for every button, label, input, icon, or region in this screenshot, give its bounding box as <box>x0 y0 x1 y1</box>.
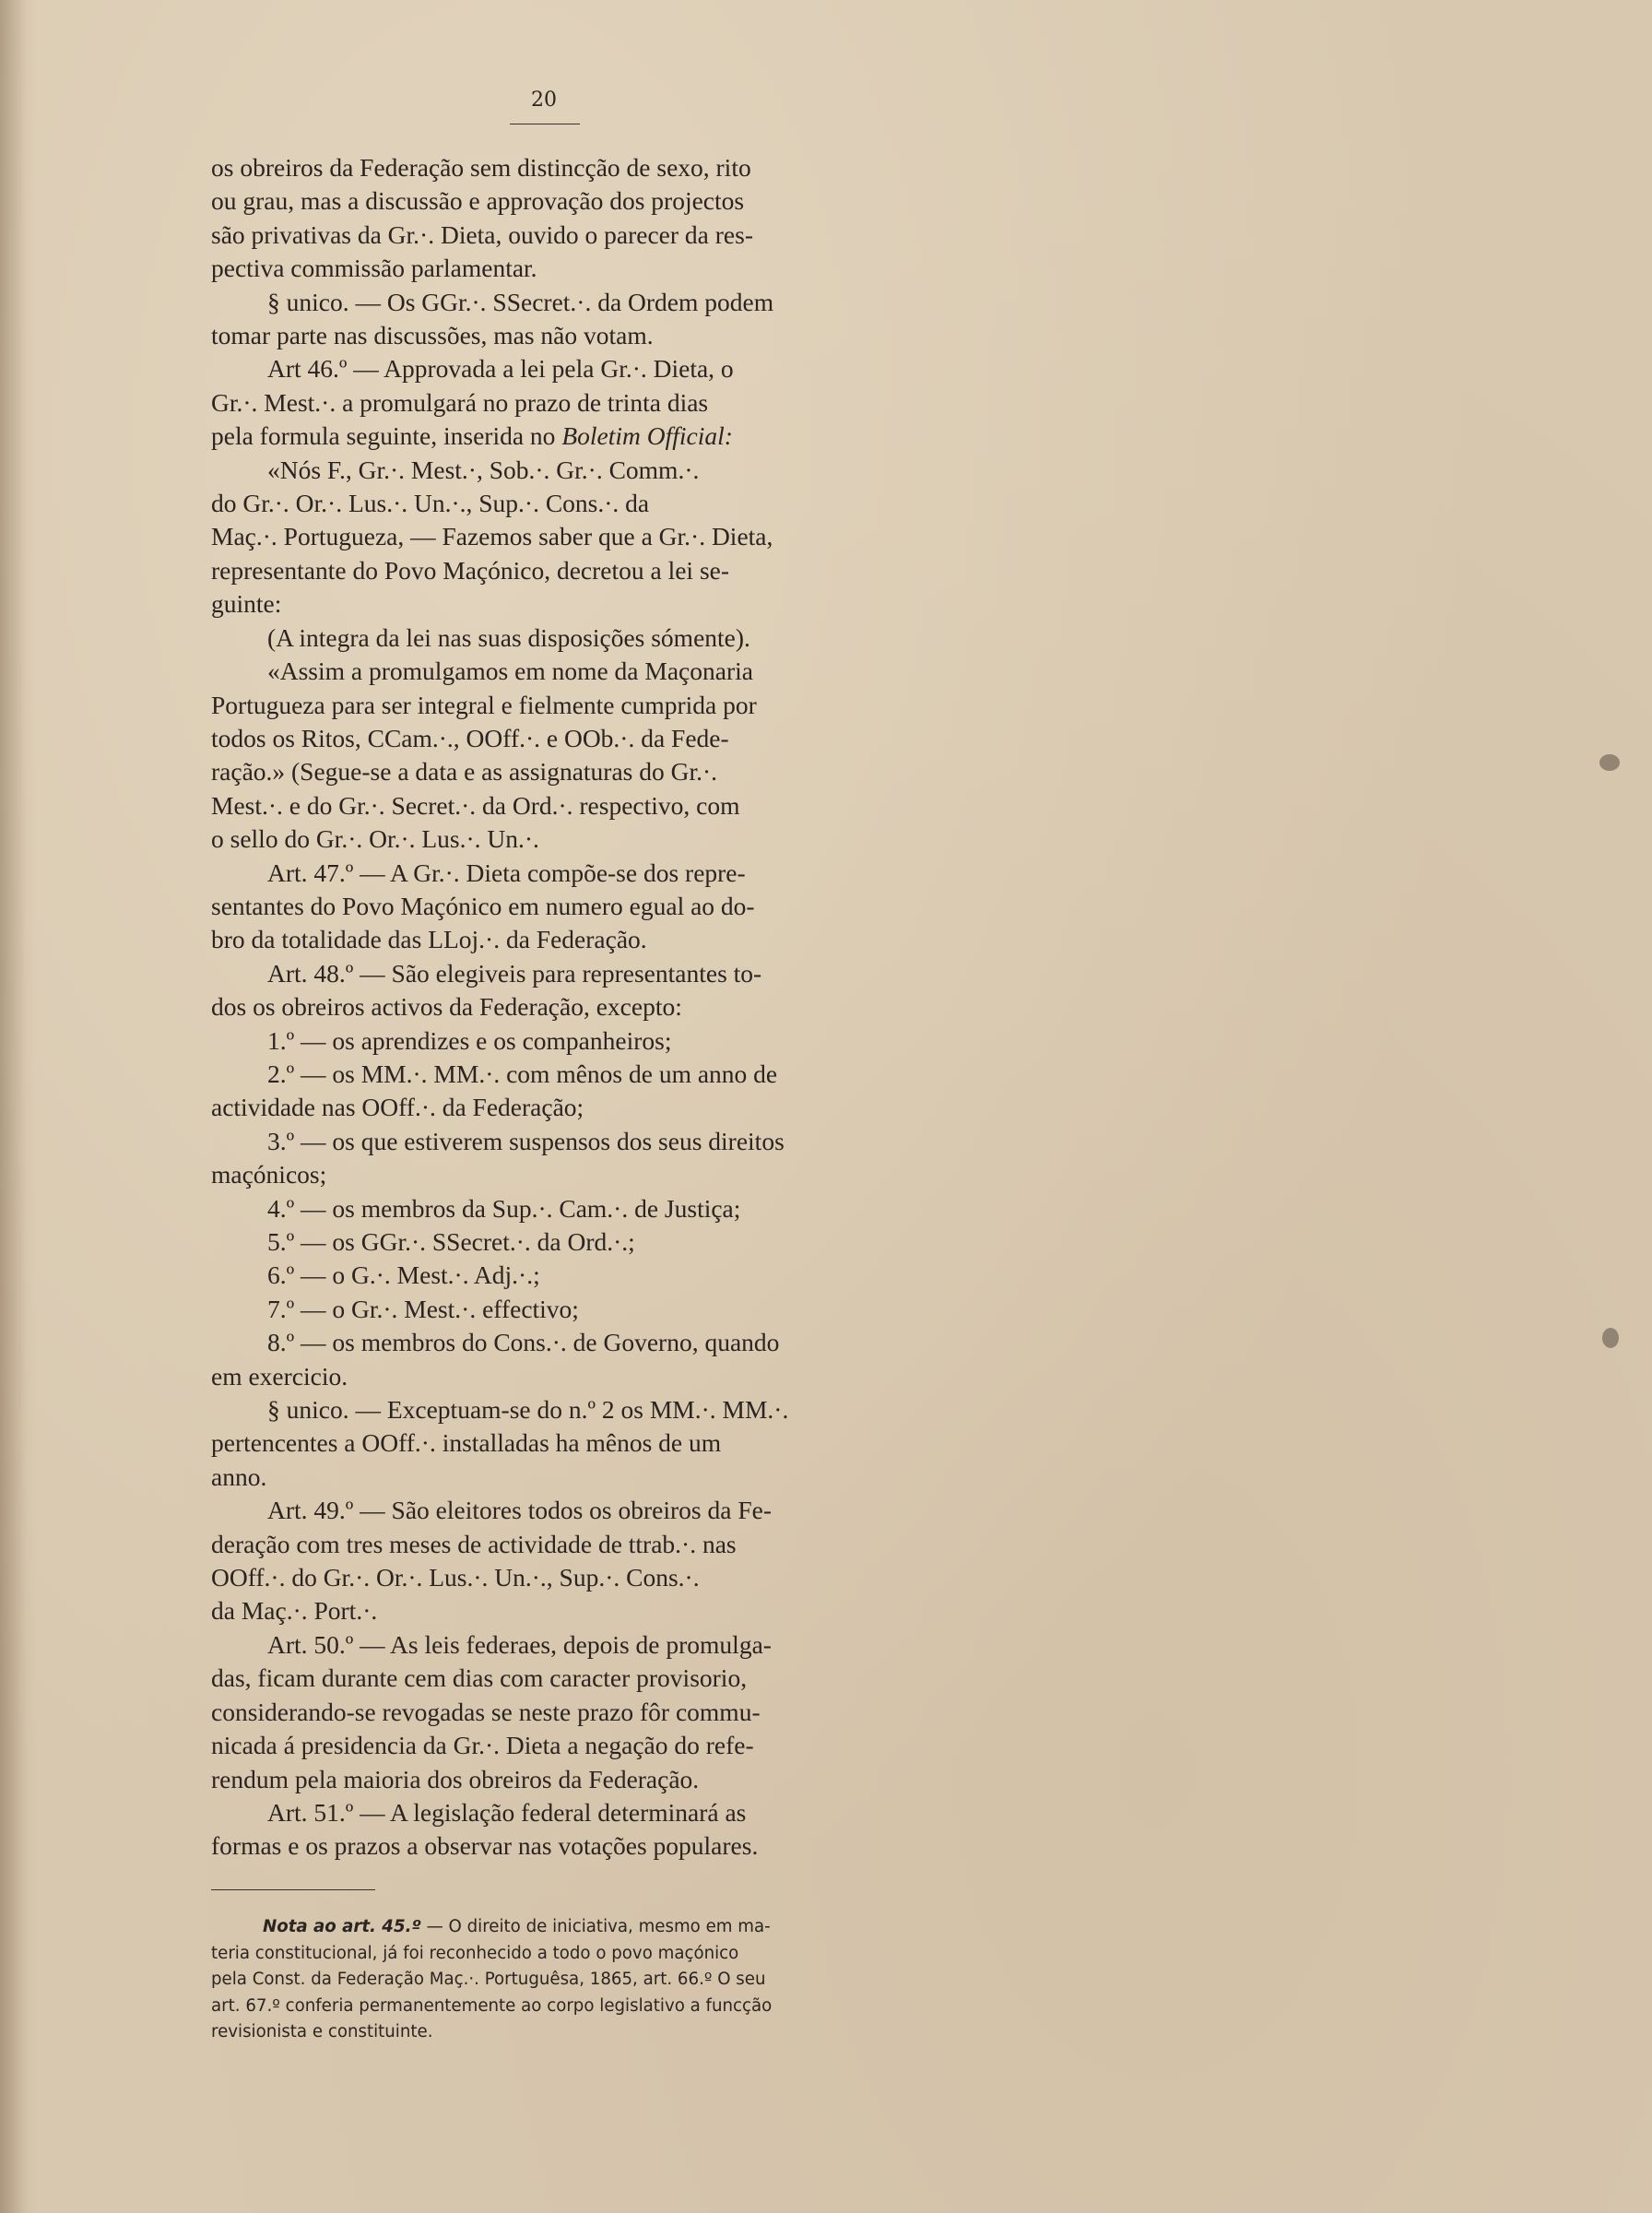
text-span: pela formula seguinte, inserida no <box>211 421 562 451</box>
text-line: ração.» (Segue-se a data e as assignaturas do Gr.·. <box>211 757 718 787</box>
text-line: pertencentes a OOff.·. installadas ha mênos de um <box>211 1428 722 1458</box>
text-line: actividade nas OOff.·. da Federação; <box>211 1093 584 1122</box>
text-line: Art. 48.º — São elegiveis para representantes to- <box>267 958 762 988</box>
text-line: Art. 51.º — A legislação federal determinará as <box>267 1797 747 1827</box>
text-line: 2.º — os MM.·. MM.·. com mênos de um anno de <box>267 1059 778 1088</box>
text-line: pectiva commissão parlamentar. <box>211 254 537 283</box>
text-line: 3.º — os que estiverem suspensos dos seus direitos <box>267 1126 785 1155</box>
ink-blot <box>1602 1328 1619 1348</box>
text-line: 4.º — os membros da Sup.·. Cam.·. de Justiça; <box>267 1193 741 1223</box>
text-line: Art 46.º — Approvada a lei pela Gr.·. Dieta, o <box>267 354 734 384</box>
text-line: do Gr.·. Or.·. Lus.·. Un.·., Sup.·. Cons.·. da <box>211 489 650 518</box>
ink-blot <box>1599 754 1620 771</box>
page-number: 20 <box>531 89 557 112</box>
text-line: «Assim a promulgamos em nome da Maçonaria <box>267 657 753 686</box>
text-line: nicada á presidencia da Gr.·. Dieta a negação do refe- <box>211 1731 754 1760</box>
footnote-text: — O direito de iniciativa, mesmo em ma- <box>420 1917 771 1936</box>
text-line: § unico. — Os GGr.·. SSecret.·. da Ordem podem <box>267 287 774 316</box>
text-line: maçónicos; <box>211 1160 327 1189</box>
text-line: Maç.·. Portugueza, — Fazemos saber que a Gr.·. Dieta, <box>211 522 773 551</box>
text-line: os obreiros da Federação sem distincção de sexo, rito <box>211 153 751 182</box>
text-line: guinte: <box>211 589 282 619</box>
text-line: Portugueza para ser integral e fielmente cumprida por <box>211 690 757 719</box>
page-spine-shadow <box>0 0 26 2213</box>
text-line: representante do Povo Maçónico, decretou a lei se- <box>211 555 730 585</box>
text-line: 1.º — os aprendizes e os companheiros; <box>267 1025 672 1055</box>
footnote-rule <box>211 1889 375 1890</box>
text-line: o sello do Gr.·. Or.·. Lus.·. Un.·. <box>211 824 539 854</box>
text-line: tomar parte nas discussões, mas não votam. <box>211 321 654 350</box>
text-line: Art. 47.º — A Gr.·. Dieta compõe-se dos repre- <box>267 858 746 887</box>
text-line: Art. 50.º — As leis federaes, depois de promulga- <box>267 1629 772 1659</box>
text-line: sentantes do Povo Maçónico em numero egual ao do- <box>211 891 755 920</box>
text-line: Art. 49.º — São eleitores todos os obreiros da Fe- <box>267 1496 772 1525</box>
text-line <box>211 420 870 453</box>
footnote <box>211 1914 868 2046</box>
text-line: rendum pela maioria dos obreiros da Federação. <box>211 1764 700 1793</box>
text-line: das, ficam durante cem dias com caracter provisorio, <box>211 1663 748 1693</box>
article-text <box>211 151 870 1864</box>
text-line: 8.º — os membros do Cons.·. de Governo, quando <box>267 1328 780 1357</box>
text-line: da Maç.·. Port.·. <box>211 1596 378 1626</box>
text-line: considerando-se revogadas se neste prazo fôr commu- <box>211 1697 761 1726</box>
text-line: (A integra da lei nas suas disposições sómente). <box>267 622 750 652</box>
footnote-line: pela Const. da Federação Maç.·. Portuguêsa, 1865, art. 66.º O seu <box>211 1970 766 1989</box>
footnote-lead: Nota ao art. 45.º <box>263 1917 421 1936</box>
text-line: ou grau, mas a discussão e approvação dos projectos <box>211 186 745 216</box>
text-line: Gr.·. Mest.·. a promulgará no prazo de trinta dias <box>211 387 709 417</box>
footnote-line: revisionista e constituinte. <box>211 2022 433 2041</box>
text-line: todos os Ritos, CCam.·., OOff.·. e OOb.·. da Fede- <box>211 723 729 752</box>
footnote-line: teria constitucional, já foi reconhecido a todo o povo maçónico <box>211 1943 739 1963</box>
text-line: 5.º — os GGr.·. SSecret.·. da Ord.·.; <box>267 1227 635 1256</box>
publication-title: Boletim Official: <box>561 421 733 451</box>
text-line: Mest.·. e do Gr.·. Secret.·. da Ord.·. respectivo, com <box>211 790 740 820</box>
text-line: deração com tres meses de actividade de ttrab.·. nas <box>211 1529 737 1558</box>
text-line: formas e os prazos a observar nas votações populares. <box>211 1831 759 1861</box>
text-line: OOff.·. do Gr.·. Or.·. Lus.·. Un.·., Sup.·. Cons.·. <box>211 1563 700 1592</box>
text-line: são privativas da Gr.·. Dieta, ouvido o parecer da res- <box>211 219 753 249</box>
text-line: 6.º — o G.·. Mest.·. Adj.·.; <box>267 1260 540 1290</box>
text-line: bro da totalidade das LLoj.·. da Federação. <box>211 925 647 954</box>
footnote-line <box>263 1914 868 1941</box>
text-line: em exercicio. <box>211 1361 348 1391</box>
text-line: 7.º — o Gr.·. Mest.·. effectivo; <box>267 1294 579 1323</box>
footnote-line: art. 67.º conferia permanentemente ao corpo legislativo a funcção <box>211 1995 773 2016</box>
text-line: «Nós F., Gr.·. Mest.·, Sob.·. Gr.·. Comm.·. <box>267 455 700 484</box>
text-line: anno. <box>211 1462 267 1491</box>
text-line: § unico. — Exceptuam-se do n.º 2 os MM.·. MM.·. <box>267 1395 789 1425</box>
text-line: dos os obreiros activos da Federação, excepto: <box>211 992 682 1022</box>
